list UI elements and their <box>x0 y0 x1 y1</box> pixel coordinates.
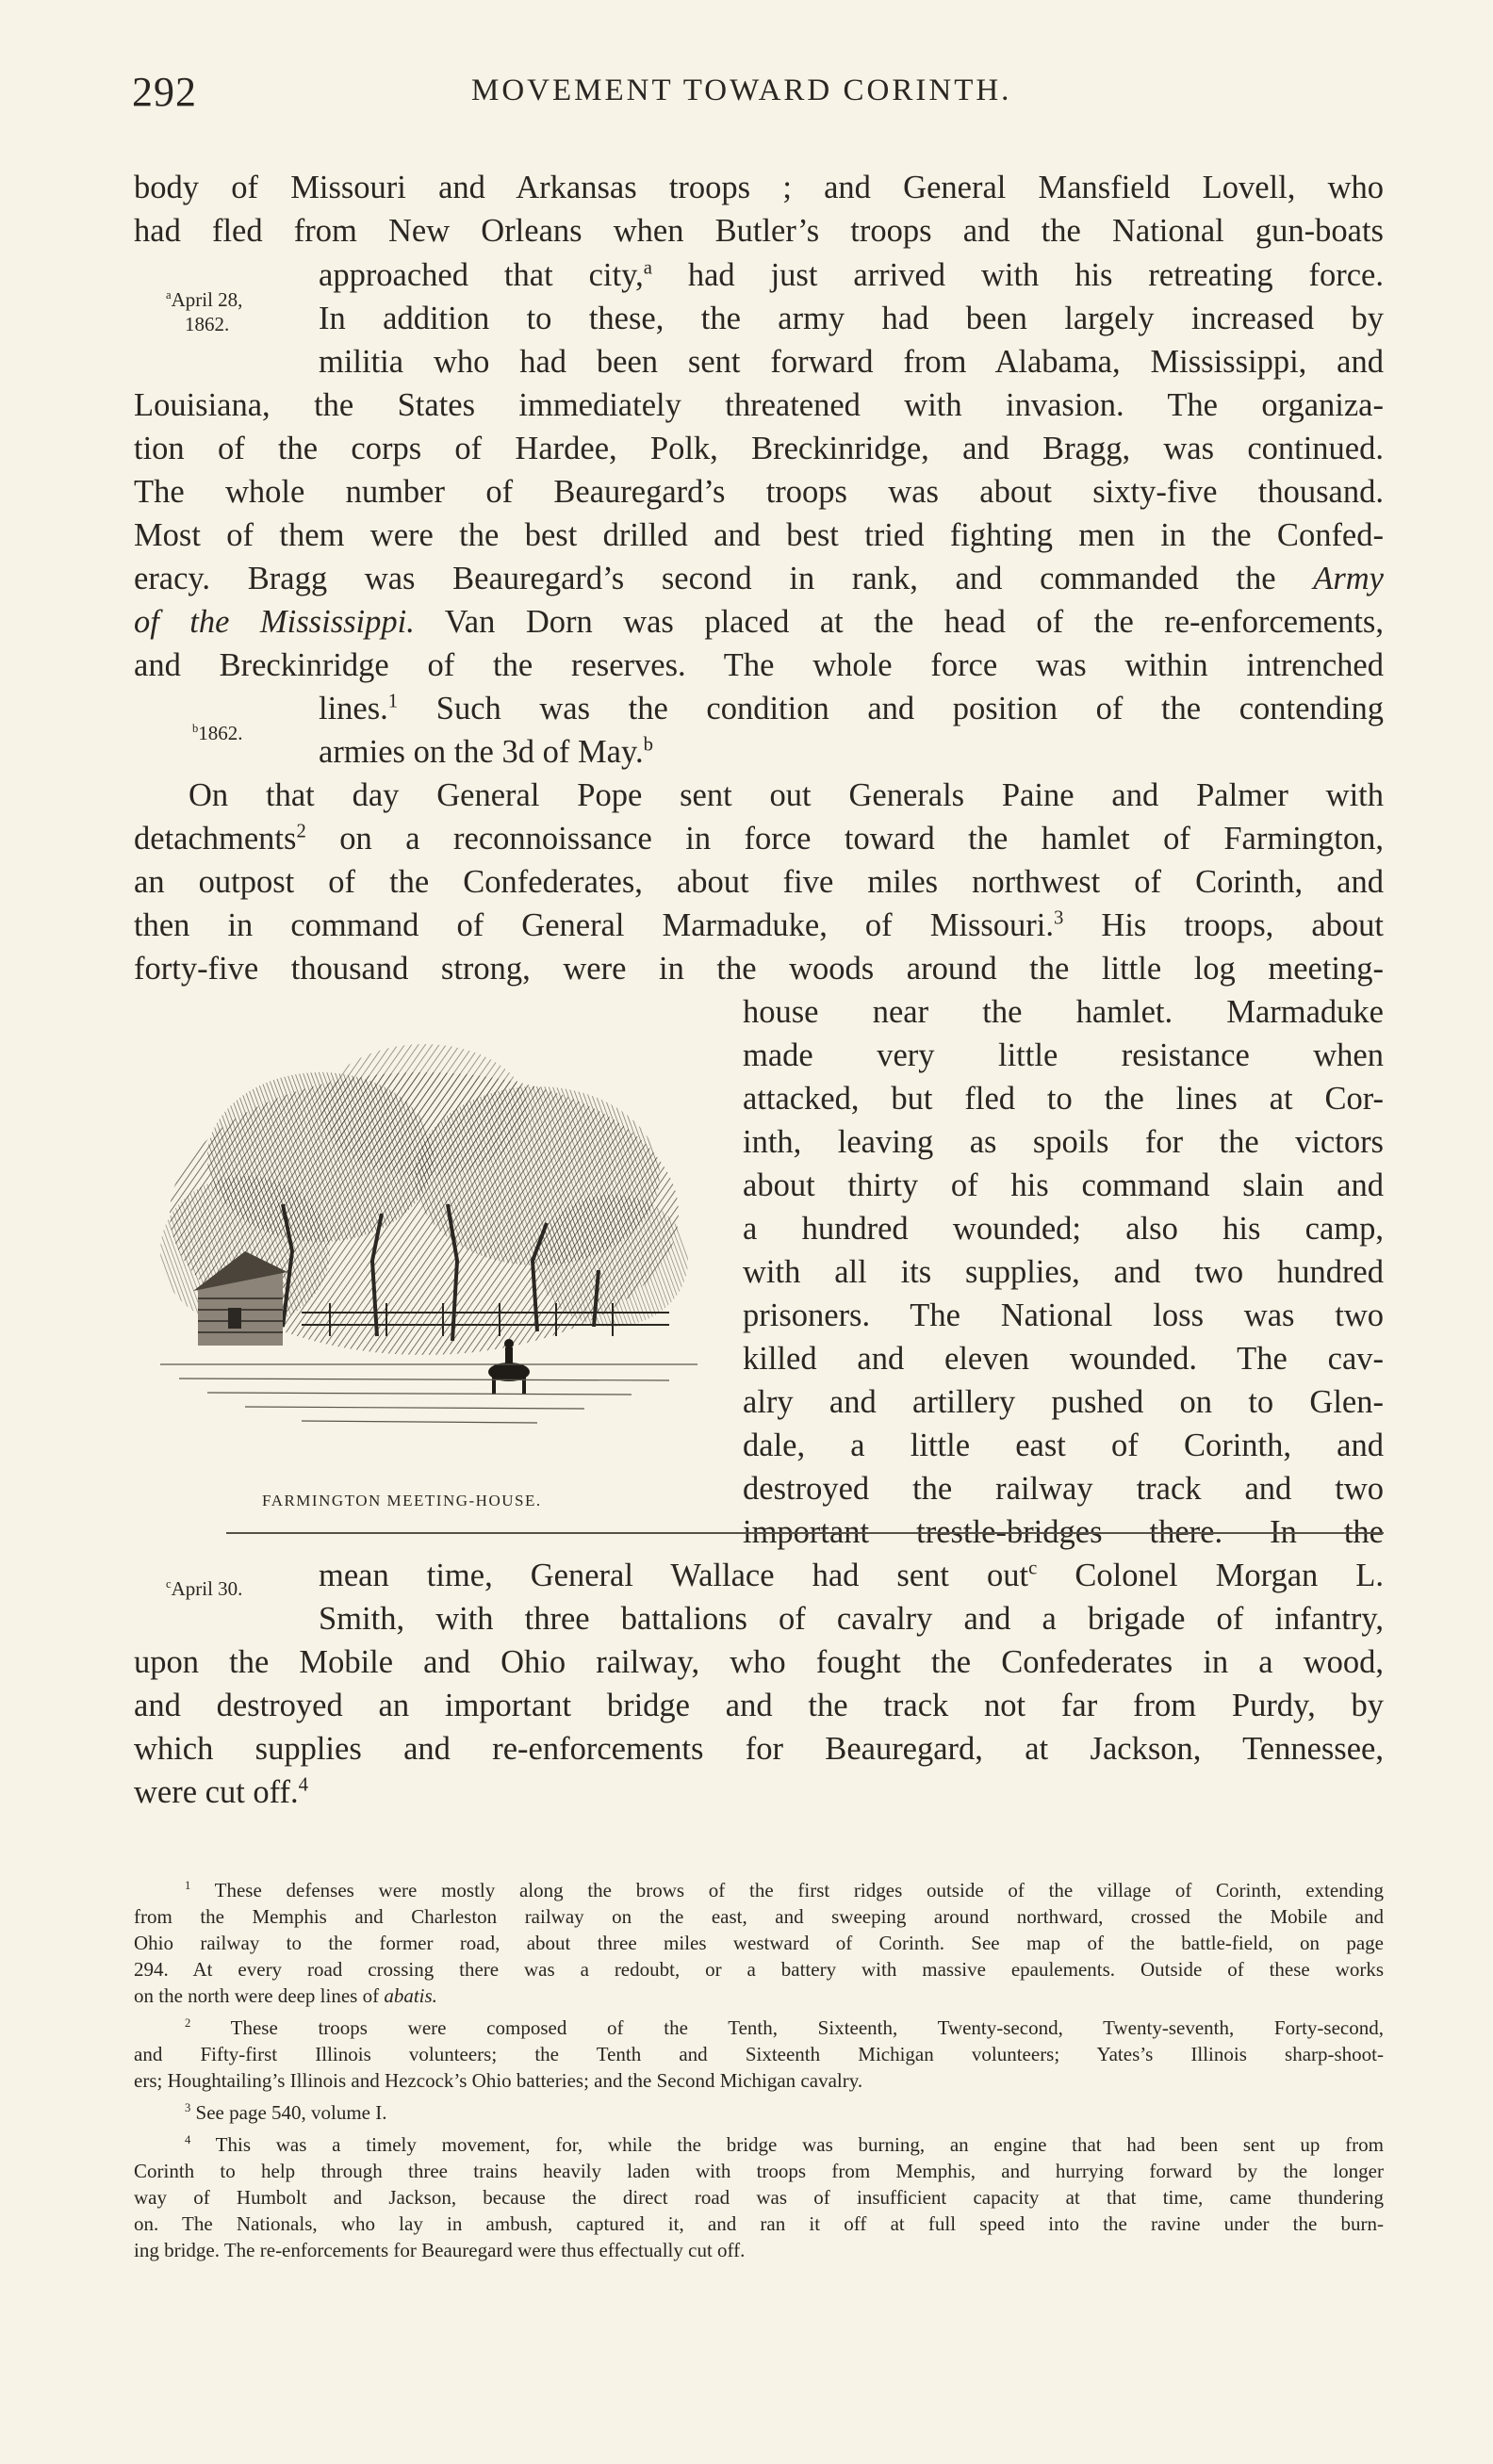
body-line: body of Missouri and Arkansas troops ; and General Mansfield Lovell, who <box>134 170 1384 205</box>
footnote-line: on. The Nationals, who lay in ambush, captured it, and ran it off at full speed into the ravine under the burn- <box>134 2212 1384 2235</box>
body-line: armies on the 3d of May.$^b$ <box>319 734 653 770</box>
body-line: made very little resistance when <box>743 1037 1384 1073</box>
body-line: Most of them were the best drilled and best tried fighting men in the Confed- <box>134 517 1384 553</box>
footnote-line: Ohio railway to the former road, about three miles westward of Corinth. See map of the battle-field, on page <box>134 1932 1384 1954</box>
body-line: upon the Mobile and Ohio railway, who fought the Confederates in a wood, <box>134 1644 1384 1680</box>
figure-caption: FARMINGTON MEETING-HOUSE. <box>262 1492 542 1509</box>
body-line: The whole number of Beauregard’s troops was about sixty-five thousand. <box>134 474 1384 510</box>
body-line: killed and eleven wounded. The cav- <box>743 1341 1384 1377</box>
footnote-line: way of Humbolt and Jackson, because the direct road was of insufficient capacity at that time, came thundering <box>134 2186 1384 2209</box>
body-line: prisoners. The National loss was two <box>743 1297 1384 1333</box>
footnote-mark: 1 <box>387 691 399 712</box>
body-line: and Breckinridge of the reserves. The whole force was within intrenched <box>134 647 1384 683</box>
footnote-line: ing bridge. The re-enforcements for Beauregard were thus effectually cut off. <box>134 2239 746 2261</box>
body-line: inth, leaving as spoils for the victors <box>743 1124 1384 1160</box>
footnote-rule <box>226 1532 1384 1534</box>
page-number: 292 <box>132 69 197 115</box>
body-line: forty-five thousand strong, were in the woods around the little log meeting- <box>134 951 1384 987</box>
body-line: Louisiana, the States immediately threatened with invasion. The organiza- <box>134 387 1384 423</box>
body-line: eracy. Bragg was Beauregard’s second in rank, and commanded the Army <box>134 561 1384 596</box>
body-line: of the Mississippi. Van Dorn was placed at the head of the re-enforcements, <box>134 604 1384 640</box>
body-line: house near the hamlet. Marmaduke <box>743 994 1384 1030</box>
footnote-2: $^2$ These troops were composed of the Tenth, Sixteenth, Twenty-second, Twenty-seventh, Forty-second, <box>185 2016 1384 2039</box>
margin-note-c: $^c$April 30. <box>166 1577 243 1600</box>
margin-note-a-year: 1862. <box>185 313 230 335</box>
body-line: tion of the corps of Hardee, Polk, Breckinridge, and Bragg, was continued. <box>134 431 1384 466</box>
running-head: MOVEMENT TOWARD CORINTH. <box>471 73 1012 107</box>
body-line: with all its supplies, and two hundred <box>743 1254 1384 1290</box>
margin-note-a: $^a$April 28, <box>166 288 243 311</box>
body-line: detachments$^2$ on a reconnoissance in force toward the hamlet of Farmington, <box>134 821 1384 857</box>
footnote-line: 294. At every road crossing there was a redoubt, or a battery with massive epaulements. Outside of these works <box>134 1958 1384 1981</box>
body-line: approached that city,$^a$ had just arrived with his retreating force. <box>319 257 1384 293</box>
body-line: destroyed the railway track and two <box>743 1471 1384 1507</box>
body-line: Smith, with three battalions of cavalry and a brigade of infantry, <box>319 1601 1384 1637</box>
page-header <box>132 68 1386 124</box>
body-line: and destroyed an important bridge and the track not far from Purdy, by <box>134 1688 1384 1723</box>
footnote-line: Corinth to help through three trains heavily laden with troops from Memphis, and hurrying forward by the longer <box>134 2160 1384 2182</box>
footnote-mark: c <box>1028 1558 1038 1579</box>
body-line: lines.$^1$ Such was the condition and position of the contending <box>319 691 1384 726</box>
footnote-line: ers; Houghtailing’s Illinois and Hezcock’s Ohio batteries; and the Second Michigan cavalry. <box>134 2069 863 2092</box>
footnote-3: $^3$ See page 540, volume I. <box>185 2101 387 2124</box>
margin-note-b: $^b$1862. <box>192 722 243 744</box>
footnote-1: $^1$ These defenses were mostly along the brows of the first ridges outside of the village of Corinth, extending <box>185 1879 1384 1901</box>
footnote-mark: 3 <box>1054 907 1064 929</box>
footnote-mark: 2 <box>296 821 306 842</box>
body-line: In addition to these, the army had been largely increased by <box>319 301 1384 336</box>
body-line: which supplies and re-enforcements for Beauregard, at Jackson, Tennessee, <box>134 1731 1384 1767</box>
body-line: a hundred wounded; also his camp, <box>743 1211 1384 1247</box>
body-line: mean time, General Wallace had sent out$^c$ Colonel Morgan L. <box>319 1558 1384 1593</box>
body-line: important trestle-bridges there. In the <box>743 1514 1384 1550</box>
footnote-line: on the north were deep lines of abatis. <box>134 1984 437 2007</box>
body-line: had fled from New Orleans when Butler’s troops and the National gun-boats <box>134 213 1384 249</box>
footnote-line: from the Memphis and Charleston railway on the east, and sweeping around northward, crossed the Mobile and <box>134 1905 1384 1928</box>
body-line: dale, a little east of Corinth, and <box>743 1428 1384 1463</box>
body-line: On that day General Pope sent out Generals Paine and Palmer with <box>189 777 1384 813</box>
body-line: militia who had been sent forward from Alabama, Mississippi, and <box>319 344 1384 380</box>
footnote-4: $^4$ This was a timely movement, for, while the bridge was burning, an engine that had been sent up from <box>185 2133 1384 2156</box>
footnote-line: and Fifty-first Illinois volunteers; the Tenth and Sixteenth Michigan volunteers; Yates’s Illinois sharp-shoot- <box>134 2043 1384 2065</box>
ground-shading <box>160 1364 697 1423</box>
footnote-mark: a <box>643 257 652 279</box>
body-line: attacked, but fled to the lines at Cor- <box>743 1081 1384 1117</box>
body-line: alry and artillery pushed on to Glen- <box>743 1384 1384 1420</box>
footnote-mark: 4 <box>298 1774 308 1796</box>
footnote-mark: b <box>643 734 653 756</box>
body-line: an outpost of the Confederates, about five miles northwest of Corinth, and <box>134 864 1384 900</box>
farmington-meeting-house-engraving <box>141 1016 716 1449</box>
body-line: about thirty of his command slain and <box>743 1167 1384 1203</box>
body-line: then in command of General Marmaduke, of Missouri.$^3$ His troops, about <box>134 907 1385 943</box>
body-line: were cut off.$^4$ <box>134 1774 308 1810</box>
